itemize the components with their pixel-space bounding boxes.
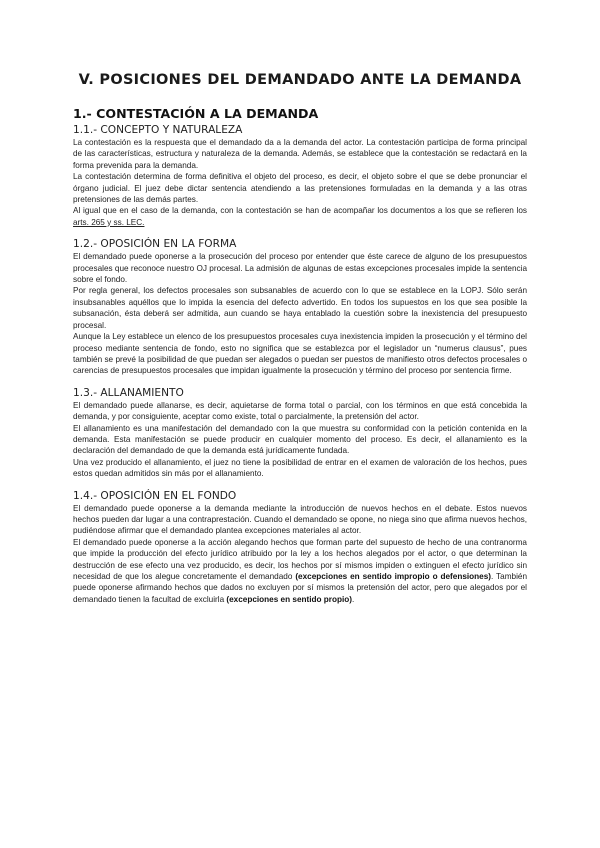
paragraph: La contestación determina de forma definitiva el objeto del proceso, es decir, el objeto sobre el que se debe pronunciar el órgano judicial. El juez debe dictar sentencia atendiendo a las pretensiones formuladas en la demanda y a las otras pretensiones de las demás partes. — [73, 172, 527, 205]
subsection-allanamiento — [73, 387, 527, 480]
paragraph: Aunque la Ley establece un elenco de los presupuestos procesales cuya inexistencia impiden la prosecución y el término del proceso mediante sentencia de fondo, esto no significa que se establezca por el legislador un “numerus clausus”, pues también se prevé la posibilidad de que puedan ser alegados o puedan ser puestos de manifiesto otros defectos procesales o carencias de presupuestos procesales que impidan igualmente la prosecución y término del proceso por sentencia firme. — [73, 332, 527, 376]
emphasis: (excepciones en sentido impropio o defensiones) — [295, 572, 491, 581]
emphasis: (excepciones en sentido propio) — [226, 594, 352, 604]
paragraph: El demandado puede oponerse a la acción alegando hechos que forman parte del supuesto de hecho de una contranorma que impide la producción del efecto jurídico atribuido por la ley a los hechos alegados por el actor, o que determinan la destrucción de ese efecto una vez producido, es decir, los hechos por sí mismos impiden o extinguen el efecto jurídico sin necesidad de que los alegue concretamente el demandado (excepciones en sentido impropio o defensiones). También puede oponerse afirmando hechos que dados no excluyen por sí mismos la pretensión del actor, pero que alegados por el demandado tienen la facultad de excluirla (excepciones en sentido propio). — [73, 537, 527, 604]
law-reference-link[interactable]: arts. 265 y ss. LEC. — [73, 217, 145, 227]
paragraph: El demandado puede allanarse, es decir, aquietarse de forma total o parcial, con los términos en que está concebida la demanda, y por consiguiente, aceptar como existe, total o parcialmente, la pretensión del actor. — [73, 400, 527, 422]
subsection-heading: 1.1.- CONCEPTO Y NATURALEZA — [73, 124, 243, 136]
paragraph: Por regla general, los defectos procesales son subsanables de acuerdo con lo que se establece en la LOPJ. Sólo serán insubsanables aquéllos que lo impida la esencia del defecto advertido. En todos los supuestos en los que sea posible la subsanación, ésta deberá ser admitida, aun cuando se haya entablado la cuestión sobre la inexistencia del presupuesto procesal. — [73, 286, 527, 330]
paragraph: El allanamiento es una manifestación del demandado con la que muestra su conformidad con la petición contenida en la demanda. Esta manifestación se puede producir en cualquier momento del proceso. Es decir, el allanamiento es la declaración del demandado de que la demanda está jurídicamente fundada. — [73, 423, 527, 456]
paragraph: La contestación es la respuesta que el demandado da a la demanda del actor. La contestación participa de forma principal de las características, estructura y naturaleza de la demanda. Además, se establece que la contestación se redactará en la forma prevenida para la demanda. — [73, 138, 527, 170]
subsection-heading: 1.2.- OPOSICIÓN EN LA FORMA — [73, 238, 237, 251]
subsection-heading: 1.4.- OPOSICIÓN EN EL FONDO — [73, 489, 237, 502]
paragraph: Una vez producido el allanamiento, el juez no tiene la posibilidad de entrar en el examen de valoración de los hechos, pues estos quedan admitidos sin más por el allanamiento. — [73, 457, 527, 479]
paragraph — [73, 205, 527, 228]
subsection-concepto — [73, 124, 527, 228]
subsection-heading: 1.3.- ALLANAMIENTO — [73, 386, 184, 399]
subsection-forma — [73, 238, 527, 376]
chapter-title: V. POSICIONES DEL DEMANDADO ANTE LA DEMANDA — [78, 72, 522, 88]
document-content — [73, 106, 527, 615]
paragraph-text: Al igual que en el caso de la demanda, con la contestación se han de acompañar los documentos a los que se refieren los — [73, 206, 527, 216]
paragraph: El demandado puede oponerse a la demanda mediante la introducción de nuevos hechos en el debate. Estos nuevos hechos pueden dar lugar a una contraprestación. Cuando el demandado se opone, no niega sino que afirma nuevos hechos, pudiéndose afirmar que el demandado plantea excepciones materiales al actor. — [73, 503, 527, 536]
paragraph: El demandado puede oponerse a la prosecución del proceso por entender que éste carece de alguno de los presupuestos procesales que reconoce nuestro OJ procesal. La admisión de algunas de estas excepciones procesales impide la sentencia sobre el fondo. — [73, 252, 527, 285]
subsection-fondo — [73, 490, 527, 606]
section-heading: 1.- CONTESTACIÓN A LA DEMANDA — [73, 106, 319, 121]
